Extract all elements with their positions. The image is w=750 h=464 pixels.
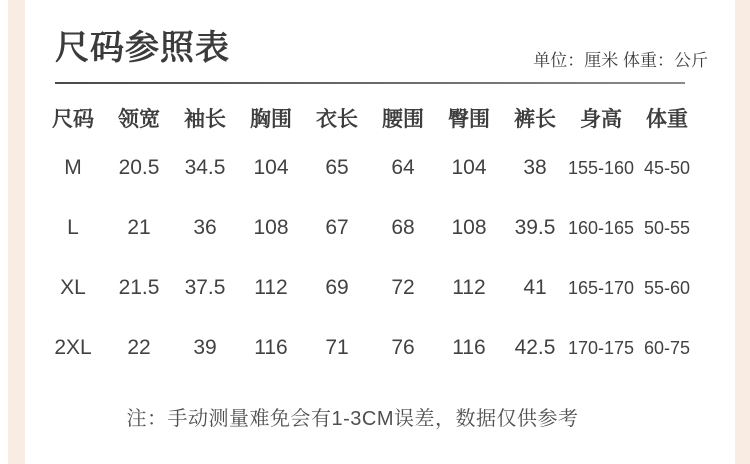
table-cell: 45-50 bbox=[643, 157, 691, 178]
table-cell: 55-60 bbox=[643, 277, 691, 298]
table-cell: 112 bbox=[254, 276, 288, 299]
column-header: 领宽 bbox=[118, 108, 160, 131]
table-cell: 108 bbox=[253, 216, 289, 239]
title-underline bbox=[55, 82, 685, 84]
table-cell: 67 bbox=[325, 216, 349, 239]
table-cell: 38 bbox=[523, 156, 547, 179]
column-header: 尺码 bbox=[52, 108, 94, 131]
table-cell: 68 bbox=[391, 216, 415, 239]
column-header: 腰围 bbox=[382, 108, 424, 131]
table-cell: 20.5 bbox=[118, 156, 160, 179]
table-cell: 160-165 bbox=[568, 217, 635, 238]
table-cell: 116 bbox=[452, 336, 486, 359]
table-row bbox=[40, 318, 700, 378]
page-title: 尺码参照表 bbox=[55, 29, 230, 67]
column-header: 裤长 bbox=[514, 108, 556, 131]
table-cell: 50-55 bbox=[643, 217, 691, 238]
table-cell: 65 bbox=[325, 156, 349, 179]
table-cell: 42.5 bbox=[514, 336, 556, 359]
table-cell: 21.5 bbox=[118, 276, 160, 299]
column-header: 身高 bbox=[580, 108, 622, 131]
column-header: 衣长 bbox=[316, 108, 358, 131]
table-cell: 21 bbox=[127, 216, 151, 239]
table-row bbox=[40, 138, 700, 198]
table-cell: 155-160 bbox=[568, 157, 635, 178]
table-cell: 112 bbox=[452, 276, 486, 299]
table-cell: 39.5 bbox=[514, 216, 556, 239]
table-cell: 104 bbox=[253, 156, 289, 179]
table-cell: 37.5 bbox=[184, 276, 226, 299]
table-cell: 104 bbox=[451, 156, 487, 179]
table-cell: 165-170 bbox=[568, 277, 635, 298]
footnote-container bbox=[40, 402, 665, 431]
left-accent-strip bbox=[8, 0, 25, 464]
size-table bbox=[40, 98, 700, 378]
column-header: 袖长 bbox=[184, 108, 226, 131]
table-cell: 22 bbox=[127, 336, 151, 359]
table-cell: 64 bbox=[391, 156, 415, 179]
table-cell: 36 bbox=[193, 216, 217, 239]
table-cell: L bbox=[67, 216, 79, 239]
table-cell: 108 bbox=[451, 216, 487, 239]
footnote: 注：手动测量难免会有1-3CM误差，数据仅供参考 bbox=[126, 408, 579, 430]
table-cell: 2XL bbox=[54, 336, 92, 359]
column-header: 体重 bbox=[646, 108, 688, 131]
table-cell: 170-175 bbox=[568, 337, 635, 358]
column-header: 胸围 bbox=[250, 108, 292, 131]
table-row bbox=[40, 258, 700, 318]
table-cell: 34.5 bbox=[184, 156, 226, 179]
table-cell: 60-75 bbox=[643, 337, 691, 358]
units-note: 单位：厘米 体重：公斤 bbox=[533, 51, 708, 70]
table-cell: 71 bbox=[325, 336, 349, 359]
table-cell: M bbox=[64, 156, 82, 179]
table-cell: 76 bbox=[391, 336, 415, 359]
table-cell: 69 bbox=[325, 276, 349, 299]
table-cell: 72 bbox=[391, 276, 415, 299]
table-header-row bbox=[40, 98, 700, 138]
table-cell: 116 bbox=[254, 336, 288, 359]
table-cell: 39 bbox=[193, 336, 217, 359]
right-accent-strip bbox=[735, 0, 750, 464]
table-cell: 41 bbox=[523, 276, 547, 299]
table-cell: XL bbox=[60, 276, 86, 299]
table-row bbox=[40, 198, 700, 258]
column-header: 臀围 bbox=[448, 108, 490, 131]
